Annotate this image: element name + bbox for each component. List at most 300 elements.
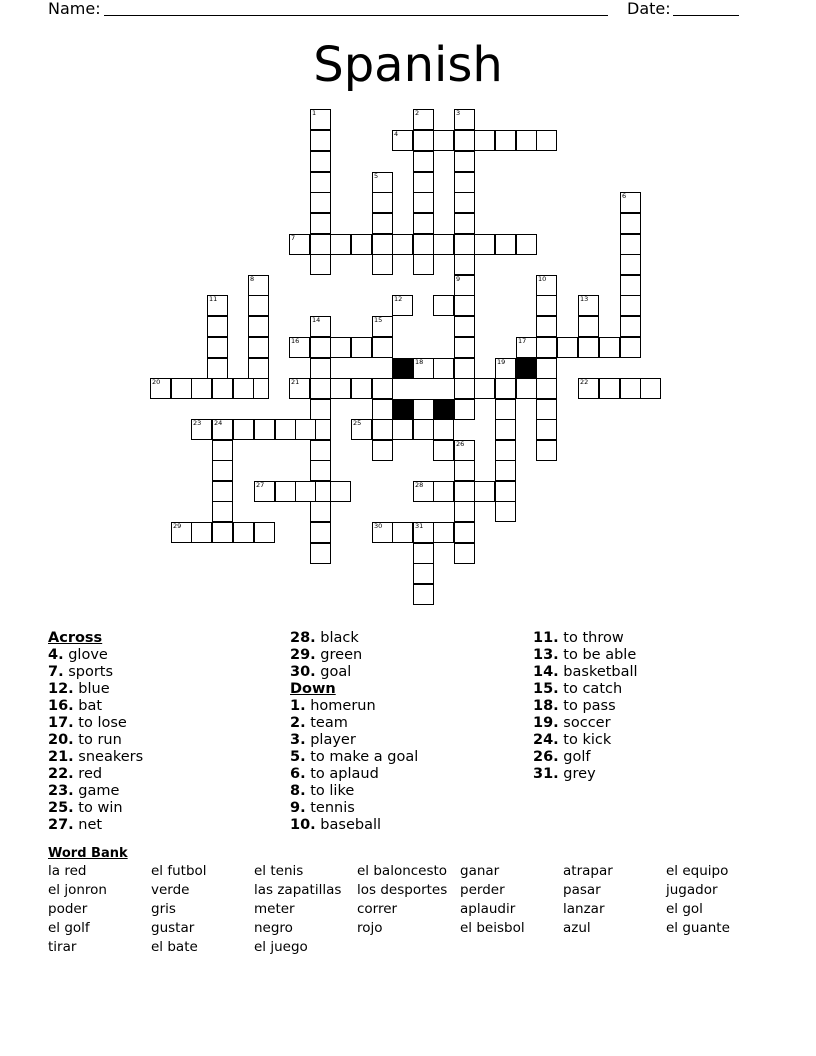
clue-number: 26 (456, 440, 465, 448)
grid-cell[interactable] (413, 130, 434, 151)
word-bank-item: azul (563, 920, 591, 936)
clue-item-text: game (73, 783, 120, 799)
grid-cell[interactable] (516, 234, 537, 255)
clue-item (533, 664, 638, 681)
grid-cell[interactable] (495, 419, 516, 440)
clue-item-text: grey (558, 766, 596, 782)
grid-cell[interactable] (372, 234, 393, 255)
grid-cell[interactable] (275, 419, 296, 440)
word-bank-item: las zapatillas (254, 882, 342, 898)
grid-cell[interactable] (495, 378, 516, 399)
clue-item (533, 698, 638, 715)
grid-cell[interactable] (433, 358, 454, 379)
grid-cell[interactable] (620, 295, 641, 316)
clue-item-text: homerun (305, 698, 376, 714)
word-bank-item: verde (151, 882, 190, 898)
grid-cell[interactable] (330, 234, 351, 255)
grid-cell[interactable] (310, 440, 331, 461)
grid-cell[interactable] (433, 481, 454, 502)
clue-item-number: 30. (290, 664, 316, 680)
grid-cell[interactable] (310, 399, 331, 420)
clue-item-number: 25. (48, 800, 74, 816)
clue-item-text: to be able (558, 647, 637, 663)
clue-item (48, 800, 143, 817)
grid-cell[interactable] (413, 543, 434, 564)
grid-cell[interactable] (640, 378, 661, 399)
clue-item (290, 698, 418, 715)
clue-item-number: 5. (290, 749, 306, 765)
grid-cell[interactable] (212, 378, 233, 399)
clue-number: 12 (394, 295, 403, 303)
grid-cell[interactable] (310, 192, 331, 213)
grid-cell[interactable] (454, 522, 475, 543)
grid-cell[interactable] (295, 481, 316, 502)
grid-cell[interactable] (536, 378, 557, 399)
down-heading: Down (290, 681, 336, 697)
clue-item (48, 766, 143, 783)
grid-cell[interactable] (495, 130, 516, 151)
clue-item-text: player (305, 732, 356, 748)
grid-cell[interactable] (310, 543, 331, 564)
grid-cell[interactable] (351, 337, 372, 358)
clue-item-number: 2. (290, 715, 306, 731)
clue-item-text: tennis (305, 800, 355, 816)
grid-cell[interactable] (171, 378, 192, 399)
clue-item (48, 749, 143, 766)
grid-cell[interactable] (454, 130, 475, 151)
grid-cell[interactable] (372, 337, 393, 358)
grid-cell[interactable] (310, 358, 331, 379)
clue-item-number: 11. (533, 630, 559, 646)
grid-cell[interactable] (212, 460, 233, 481)
grid-cell[interactable] (392, 522, 413, 543)
grid-cell[interactable] (191, 378, 212, 399)
grid-cell[interactable] (310, 337, 331, 358)
word-bank-item: los desportes (357, 882, 448, 898)
word-bank-item: el futbol (151, 863, 207, 879)
word-bank-item: gris (151, 901, 176, 917)
clue-number: 18 (415, 358, 424, 366)
grid-cell[interactable] (474, 481, 495, 502)
page-title: Spanish (313, 37, 503, 93)
grid-cell[interactable] (310, 130, 331, 151)
grid-cell[interactable] (413, 584, 434, 605)
grid-cell[interactable] (248, 295, 269, 316)
grid-cell[interactable] (330, 378, 351, 399)
clue-number: 25 (353, 419, 362, 427)
clue-item (48, 681, 143, 698)
clue-number: 16 (291, 337, 300, 345)
clue-item-number: 14. (533, 664, 559, 680)
clue-item-number: 23. (48, 783, 74, 799)
clue-item-number: 20. (48, 732, 74, 748)
grid-cell[interactable] (620, 254, 641, 275)
grid-cell[interactable] (536, 337, 557, 358)
clue-item (290, 647, 418, 664)
clue-item (48, 698, 143, 715)
clue-item-number: 16. (48, 698, 74, 714)
grid-cell[interactable] (233, 378, 254, 399)
grid-cell[interactable] (474, 234, 495, 255)
word-bank-item: poder (48, 901, 88, 917)
clue-number: 3 (456, 109, 461, 117)
clue-item-text: net (73, 817, 103, 833)
clue-item (290, 817, 418, 834)
grid-cell[interactable] (454, 337, 475, 358)
clue-number: 30 (374, 522, 383, 530)
clue-item (48, 715, 143, 732)
grid-cell[interactable] (372, 378, 393, 399)
word-bank-item: ganar (460, 863, 500, 879)
grid-cell[interactable] (310, 522, 331, 543)
grid-cell[interactable] (620, 234, 641, 255)
clue-number: 28 (415, 481, 424, 489)
word-bank-item: el beisbol (460, 920, 525, 936)
clue-item-number: 9. (290, 800, 306, 816)
grid-cell[interactable] (413, 563, 434, 584)
grid-cell[interactable] (433, 295, 454, 316)
grid-cell[interactable] (536, 316, 557, 337)
clue-item-text: baseball (315, 817, 382, 833)
grid-cell[interactable] (454, 254, 475, 275)
clue-number: 11 (209, 295, 218, 303)
clue-item-text: sneakers (73, 749, 144, 765)
clue-item (290, 664, 418, 681)
clue-item-text: to make a goal (305, 749, 419, 765)
clue-number: 31 (415, 522, 424, 530)
grid-cell[interactable] (454, 378, 475, 399)
grid-cell[interactable] (212, 481, 233, 502)
clue-number: 7 (291, 234, 296, 242)
grid-cell[interactable] (413, 192, 434, 213)
clue-item (290, 749, 418, 766)
word-bank-item: la red (48, 863, 87, 879)
clue-number: 15 (374, 316, 383, 324)
clue-number: 10 (538, 275, 547, 283)
clue-number: 17 (518, 337, 527, 345)
grid-cell[interactable] (372, 419, 393, 440)
grid-cell[interactable] (557, 337, 578, 358)
word-bank-item: lanzar (563, 901, 605, 917)
grid-cell[interactable] (372, 254, 393, 275)
clue-item (290, 715, 418, 732)
grid-cell[interactable] (207, 337, 228, 358)
clue-item-number: 15. (533, 681, 559, 697)
grid-cell[interactable] (392, 234, 413, 255)
grid-cell[interactable] (433, 130, 454, 151)
black-cell (392, 399, 413, 420)
grid-cell[interactable] (454, 213, 475, 234)
grid-cell[interactable] (351, 234, 372, 255)
grid-cell[interactable] (536, 295, 557, 316)
word-bank-item: el bate (151, 939, 198, 955)
grid-cell[interactable] (233, 419, 254, 440)
word-bank-item: el gol (666, 901, 703, 917)
grid-cell[interactable] (495, 501, 516, 522)
clue-number: 27 (256, 481, 265, 489)
word-bank-item: el guante (666, 920, 730, 936)
clue-item-number: 3. (290, 732, 306, 748)
grid-cell[interactable] (454, 399, 475, 420)
grid-cell[interactable] (413, 399, 434, 420)
clue-item-text: bat (73, 698, 103, 714)
word-bank-item: correr (357, 901, 398, 917)
grid-cell[interactable] (599, 337, 620, 358)
clue-number: 14 (312, 316, 321, 324)
clue-item-number: 1. (290, 698, 306, 714)
clue-item-number: 21. (48, 749, 74, 765)
clue-item-text: to throw (558, 630, 624, 646)
clue-number: 6 (622, 192, 627, 200)
grid-cell[interactable] (516, 378, 537, 399)
grid-cell[interactable] (454, 192, 475, 213)
clue-number: 20 (152, 378, 161, 386)
black-cell (433, 399, 454, 420)
date-label: Date: (627, 0, 671, 18)
clue-item (48, 783, 143, 800)
grid-cell[interactable] (536, 440, 557, 461)
grid-cell[interactable] (474, 130, 495, 151)
grid-cell[interactable] (212, 501, 233, 522)
grid-cell[interactable] (454, 481, 475, 502)
grid-cell[interactable] (620, 213, 641, 234)
word-bank-item: jugador (666, 882, 718, 898)
grid-cell[interactable] (330, 337, 351, 358)
clue-item-number: 19. (533, 715, 559, 731)
word-bank-item: el golf (48, 920, 90, 936)
clue-item (533, 647, 638, 664)
grid-cell[interactable] (454, 543, 475, 564)
grid-cell[interactable] (454, 358, 475, 379)
clue-item (290, 732, 418, 749)
grid-cell[interactable] (454, 234, 475, 255)
clue-item (48, 732, 143, 749)
word-bank-heading: Word Bank (48, 846, 128, 861)
word-bank-item: el jonron (48, 882, 107, 898)
clue-item-number: 27. (48, 817, 74, 833)
clue-item (290, 766, 418, 783)
clue-item-number: 31. (533, 766, 559, 782)
grid-cell[interactable] (310, 501, 331, 522)
clue-item-text: black (315, 630, 359, 646)
grid-cell[interactable] (310, 213, 331, 234)
grid-cell[interactable] (275, 481, 296, 502)
grid-cell[interactable] (207, 316, 228, 337)
grid-cell[interactable] (254, 419, 275, 440)
grid-cell[interactable] (413, 213, 434, 234)
grid-cell[interactable] (620, 378, 641, 399)
clue-item-text: to catch (558, 681, 623, 697)
grid-cell[interactable] (620, 275, 641, 296)
clue-item-number: 18. (533, 698, 559, 714)
clue-number: 13 (580, 295, 589, 303)
clue-item-text: to like (305, 783, 355, 799)
clue-item-number: 13. (533, 647, 559, 663)
clue-item (48, 647, 143, 664)
grid-cell[interactable] (310, 254, 331, 275)
clue-item (48, 817, 143, 834)
clue-item-number: 28. (290, 630, 316, 646)
grid-cell[interactable] (454, 501, 475, 522)
clues-column-3 (533, 630, 638, 783)
grid-cell[interactable] (212, 522, 233, 543)
clue-number: 23 (193, 419, 202, 427)
clue-number: 19 (497, 358, 506, 366)
grid-cell[interactable] (495, 399, 516, 420)
word-bank-item: aplaudir (460, 901, 516, 917)
clue-item-text: blue (73, 681, 110, 697)
clue-item-text: red (73, 766, 103, 782)
word-bank-item: perder (460, 882, 505, 898)
clue-item-number: 22. (48, 766, 74, 782)
word-bank-item: gustar (151, 920, 195, 936)
grid-cell[interactable] (620, 316, 641, 337)
grid-cell[interactable] (454, 316, 475, 337)
grid-cell[interactable] (212, 440, 233, 461)
clue-item (533, 766, 638, 783)
clue-item-text: soccer (558, 715, 611, 731)
clue-item-text: to kick (558, 732, 612, 748)
clue-item-text: goal (315, 664, 352, 680)
grid-cell[interactable] (620, 337, 641, 358)
across-heading: Across (48, 630, 103, 646)
grid-cell[interactable] (433, 522, 454, 543)
grid-cell[interactable] (310, 460, 331, 481)
grid-cell[interactable] (248, 358, 269, 379)
clue-item-number: 7. (48, 664, 64, 680)
clue-item-text: to pass (558, 698, 616, 714)
clue-item-text: glove (63, 647, 108, 663)
clue-number: 24 (214, 419, 223, 427)
grid-cell[interactable] (233, 522, 254, 543)
grid-cell[interactable] (536, 419, 557, 440)
name-label: Name: (48, 0, 101, 18)
grid-cell[interactable] (413, 172, 434, 193)
grid-cell[interactable] (191, 522, 212, 543)
grid-cell[interactable] (495, 460, 516, 481)
grid-cell[interactable] (474, 378, 495, 399)
grid-cell[interactable] (578, 316, 599, 337)
grid-cell[interactable] (310, 378, 331, 399)
clue-item (533, 715, 638, 732)
grid-cell[interactable] (578, 337, 599, 358)
word-bank-item: pasar (563, 882, 601, 898)
grid-cell[interactable] (207, 358, 228, 379)
clue-number: 5 (374, 172, 379, 180)
clues-column-2 (290, 630, 418, 834)
clue-number: 8 (250, 275, 255, 283)
clue-item-number: 6. (290, 766, 306, 782)
grid-cell[interactable] (351, 378, 372, 399)
grid-cell[interactable] (254, 522, 275, 543)
grid-cell[interactable] (372, 192, 393, 213)
grid-cell[interactable] (454, 460, 475, 481)
clue-item-text: team (305, 715, 348, 731)
grid-cell[interactable] (372, 399, 393, 420)
clue-item-number: 29. (290, 647, 316, 663)
grid-cell[interactable] (310, 172, 331, 193)
grid-cell[interactable] (454, 295, 475, 316)
clue-item-text: green (315, 647, 363, 663)
clue-item-text: to aplaud (305, 766, 379, 782)
clue-number: 22 (580, 378, 589, 386)
clue-number: 2 (415, 109, 420, 117)
clue-number: 29 (173, 522, 182, 530)
clue-item-text: sports (63, 664, 114, 680)
grid-cell[interactable] (413, 419, 434, 440)
word-bank-item: tirar (48, 939, 77, 955)
black-cell (516, 358, 537, 379)
word-bank-item: atrapar (563, 863, 613, 879)
grid-cell[interactable] (248, 337, 269, 358)
clue-item-number: 24. (533, 732, 559, 748)
black-cell (392, 358, 413, 379)
grid-cell[interactable] (495, 234, 516, 255)
clue-item-text: to lose (73, 715, 127, 731)
clue-item-number: 12. (48, 681, 74, 697)
clue-item-text: to win (73, 800, 123, 816)
grid-cell[interactable] (536, 130, 557, 151)
grid-cell[interactable] (454, 172, 475, 193)
clue-item (533, 681, 638, 698)
grid-cell[interactable] (495, 481, 516, 502)
grid-cell[interactable] (433, 440, 454, 461)
clue-item-number: 10. (290, 817, 316, 833)
grid-cell[interactable] (392, 419, 413, 440)
clue-item (290, 800, 418, 817)
clue-item-number: 26. (533, 749, 559, 765)
clue-item-text: golf (558, 749, 591, 765)
grid-cell[interactable] (536, 399, 557, 420)
grid-cell[interactable] (516, 130, 537, 151)
grid-cell[interactable] (372, 213, 393, 234)
grid-cell[interactable] (310, 234, 331, 255)
grid-cell[interactable] (413, 151, 434, 172)
clue-item (290, 630, 418, 647)
grid-cell[interactable] (536, 358, 557, 379)
clue-item-number: 8. (290, 783, 306, 799)
word-bank-item: rojo (357, 920, 383, 936)
grid-cell[interactable] (310, 151, 331, 172)
clue-number: 1 (312, 109, 317, 117)
grid-cell[interactable] (413, 254, 434, 275)
grid-cell[interactable] (295, 419, 316, 440)
grid-cell[interactable] (495, 440, 516, 461)
clue-number: 9 (456, 275, 461, 283)
grid-cell[interactable] (433, 234, 454, 255)
clue-number: 4 (394, 130, 399, 138)
clue-item-number: 17. (48, 715, 74, 731)
clue-item-number: 4. (48, 647, 64, 663)
grid-cell[interactable] (248, 316, 269, 337)
clue-item (48, 664, 143, 681)
grid-cell[interactable] (433, 419, 454, 440)
word-bank-item: negro (254, 920, 293, 936)
clue-item (533, 732, 638, 749)
grid-cell[interactable] (599, 378, 620, 399)
grid-cell[interactable] (330, 481, 351, 502)
word-bank-item: el baloncesto (357, 863, 448, 879)
grid-cell[interactable] (413, 234, 434, 255)
clue-item-text: basketball (558, 664, 638, 680)
clue-item-text: to run (73, 732, 122, 748)
clue-item (533, 749, 638, 766)
grid-cell[interactable] (372, 440, 393, 461)
grid-cell[interactable] (454, 151, 475, 172)
clue-item (290, 783, 418, 800)
word-bank-item: el juego (254, 939, 308, 955)
clue-item (533, 630, 638, 647)
